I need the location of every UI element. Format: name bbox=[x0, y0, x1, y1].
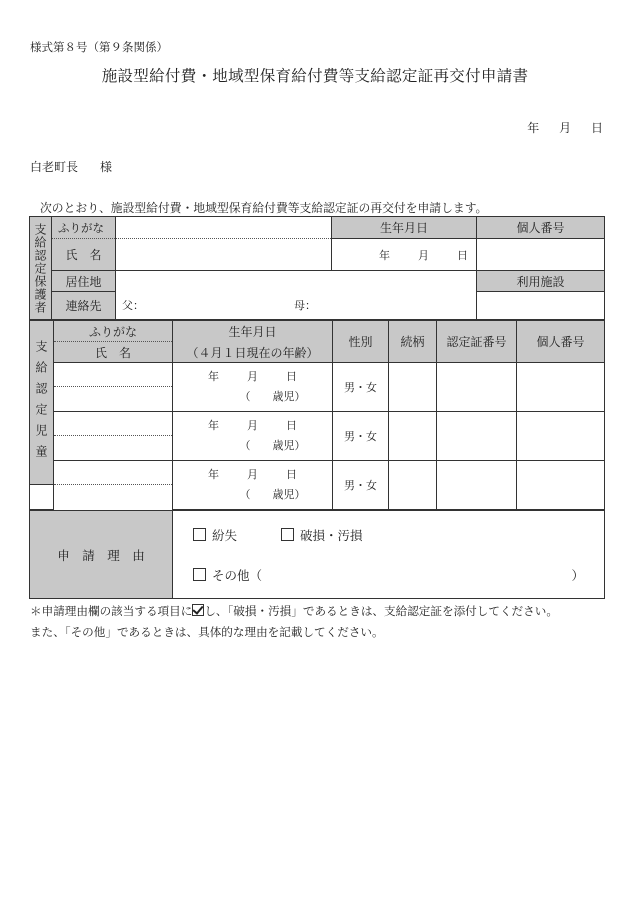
child-gender-field[interactable]: 男・女 bbox=[333, 461, 389, 510]
child-name-header: 氏 名 bbox=[54, 342, 173, 363]
children-section-label: 支給認定児童 bbox=[30, 321, 54, 485]
reason-other-option[interactable] bbox=[193, 568, 262, 583]
date-month: 月 bbox=[559, 121, 572, 135]
mother-label: 母： bbox=[294, 299, 316, 313]
child-birthdate-title: 生年月日 bbox=[228, 324, 277, 339]
child-relation-field[interactable] bbox=[389, 363, 437, 412]
guardian-furigana-label: ふりがな bbox=[52, 217, 116, 239]
form-number: 様式第８号（第９条関係） bbox=[30, 40, 168, 54]
child-cert-field[interactable] bbox=[437, 363, 517, 412]
child-relation-field[interactable] bbox=[389, 461, 437, 510]
damaged-label: 破損・汚損 bbox=[299, 527, 363, 543]
child-age-open: （ bbox=[239, 390, 251, 403]
guardian-table bbox=[29, 216, 605, 320]
child-birth-day: 日 bbox=[286, 468, 297, 481]
damaged-checkbox[interactable] bbox=[281, 528, 294, 541]
guardian-birth-month: 月 bbox=[418, 248, 429, 262]
reason-damaged-option[interactable] bbox=[281, 528, 363, 543]
child-name-field[interactable] bbox=[30, 485, 54, 510]
lost-label: 紛失 bbox=[212, 527, 238, 543]
child-birth-day: 日 bbox=[286, 370, 297, 383]
child-furigana-header: ふりがな bbox=[54, 321, 173, 342]
child-gender-field[interactable]: 男・女 bbox=[333, 412, 389, 461]
date-year: 年 bbox=[527, 121, 540, 135]
guardian-section-label: 支給認定保護者 bbox=[30, 217, 52, 320]
other-close-paren: ） bbox=[571, 567, 584, 583]
child-cert-field[interactable] bbox=[437, 461, 517, 510]
child-birth-day: 日 bbox=[286, 419, 297, 432]
lost-checkbox[interactable] bbox=[193, 528, 206, 541]
reason-table bbox=[29, 510, 605, 599]
addressee bbox=[30, 158, 112, 175]
child-birthdate-field[interactable] bbox=[173, 412, 333, 461]
guardian-birthdate-header: 生年月日 bbox=[332, 217, 477, 239]
reason-label: 申 請 理 由 bbox=[30, 511, 173, 599]
note-line-1 bbox=[30, 603, 558, 619]
child-id-field[interactable] bbox=[517, 363, 605, 412]
guardian-name-label: 氏 名 bbox=[52, 239, 116, 271]
guardian-id-field[interactable] bbox=[477, 239, 605, 271]
facility-field[interactable] bbox=[477, 292, 605, 320]
guardian-contact-field[interactable] bbox=[116, 292, 477, 320]
guardian-birth-day: 日 bbox=[457, 248, 468, 262]
intro-text: 次のとおり、施設型給付費・地域型保育給付費等支給認定証の再交付を申請します。 bbox=[40, 201, 488, 215]
reason-lost-option[interactable] bbox=[193, 528, 237, 543]
child-age-open: （ bbox=[239, 488, 251, 501]
guardian-address-field[interactable] bbox=[116, 271, 477, 292]
child-gender-header: 性別 bbox=[333, 321, 389, 363]
child-birthdate-header bbox=[173, 321, 333, 363]
guardian-address-label: 居住地 bbox=[52, 271, 116, 292]
father-label: 父： bbox=[122, 299, 144, 313]
facility-header: 利用施設 bbox=[477, 271, 605, 292]
addressee-suffix: 様 bbox=[100, 160, 113, 174]
child-birth-year: 年 bbox=[208, 419, 219, 432]
child-name-field[interactable] bbox=[54, 387, 173, 412]
child-age-open: （ bbox=[239, 439, 251, 452]
application-date[interactable] bbox=[527, 119, 603, 136]
guardian-contact-label: 連絡先 bbox=[52, 292, 116, 320]
child-id-field[interactable] bbox=[517, 412, 605, 461]
guardian-birth-year: 年 bbox=[379, 248, 390, 262]
other-checkbox[interactable] bbox=[193, 568, 206, 581]
child-cert-field[interactable] bbox=[437, 412, 517, 461]
page-title: 施設型給付費・地域型保育給付費等支給認定証再交付申請書 bbox=[101, 67, 529, 85]
child-age-unit: 歳児） bbox=[272, 390, 306, 403]
guardian-furigana-field[interactable] bbox=[116, 217, 332, 239]
child-gender-field[interactable]: 男・女 bbox=[333, 363, 389, 412]
guardian-name-field[interactable] bbox=[116, 239, 332, 271]
child-id-header: 個人番号 bbox=[517, 321, 605, 363]
child-age-unit: 歳児） bbox=[272, 488, 306, 501]
child-birth-month: 月 bbox=[247, 419, 258, 432]
note-line-2: また、「その他」であるときは、具体的な理由を記載してください。 bbox=[30, 625, 384, 639]
guardian-birthdate-field[interactable] bbox=[332, 239, 477, 271]
child-age-note: （４月１日現在の年齢） bbox=[186, 345, 319, 360]
child-furigana-field[interactable] bbox=[54, 461, 173, 485]
child-birth-month: 月 bbox=[247, 468, 258, 481]
checkmark-icon bbox=[192, 604, 204, 616]
addressee-name: 白老町長 bbox=[30, 160, 79, 174]
child-id-field[interactable] bbox=[517, 461, 605, 510]
date-day: 日 bbox=[590, 121, 603, 135]
guardian-id-header: 個人番号 bbox=[477, 217, 605, 239]
other-label: その他（ bbox=[212, 567, 263, 583]
child-cert-header: 認定証番号 bbox=[437, 321, 517, 363]
reason-options bbox=[173, 511, 605, 599]
child-birth-month: 月 bbox=[247, 370, 258, 383]
note-line-1a: ＊申請理由欄の該当する項目に bbox=[30, 604, 193, 618]
child-age-unit: 歳児） bbox=[272, 439, 306, 452]
children-table bbox=[29, 320, 605, 510]
child-birthdate-field[interactable] bbox=[173, 461, 333, 510]
child-relation-field[interactable] bbox=[389, 412, 437, 461]
child-birthdate-field[interactable] bbox=[173, 363, 333, 412]
child-furigana-field[interactable] bbox=[54, 363, 173, 387]
child-birth-year: 年 bbox=[208, 468, 219, 481]
child-name-field[interactable] bbox=[54, 436, 173, 461]
child-furigana-field[interactable] bbox=[54, 412, 173, 436]
note-line-1b: し、「破損・汚損」であるときは、支給認定証を添付してください。 bbox=[204, 604, 558, 618]
child-relation-header: 続柄 bbox=[389, 321, 437, 363]
child-birth-year: 年 bbox=[208, 370, 219, 383]
